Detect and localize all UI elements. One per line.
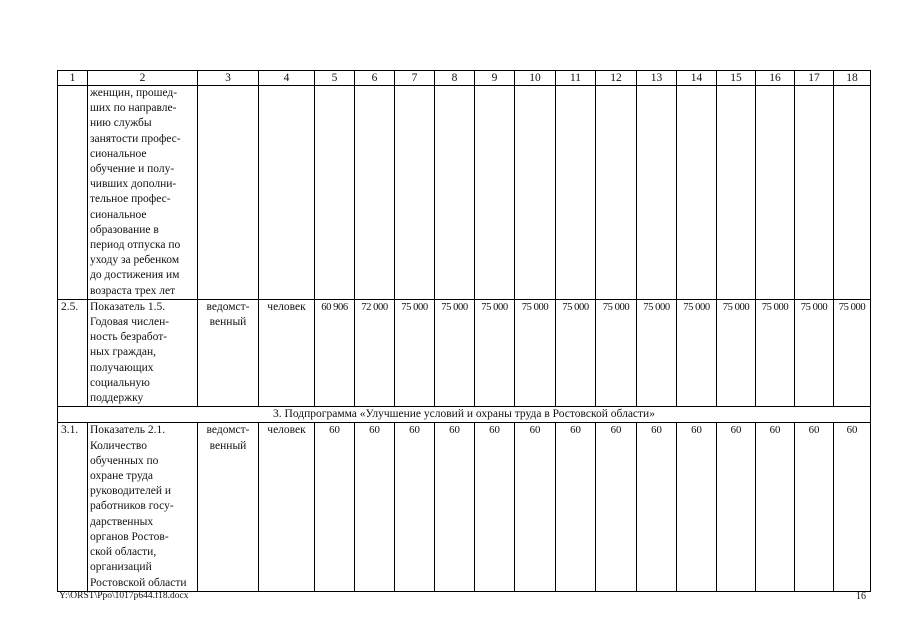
page-number: 16 bbox=[856, 591, 866, 602]
unit: человек bbox=[259, 299, 315, 406]
value-cell: 60 bbox=[355, 423, 395, 591]
empty-cell bbox=[395, 86, 435, 300]
value-cell: 75 000 bbox=[717, 299, 756, 406]
empty-cell bbox=[637, 86, 677, 300]
empty-cell bbox=[677, 86, 717, 300]
column-number: 15 bbox=[717, 71, 756, 86]
column-number: 2 bbox=[88, 71, 198, 86]
table-row bbox=[58, 423, 871, 591]
value-cell: 60 bbox=[717, 423, 756, 591]
empty-cell bbox=[198, 86, 259, 300]
value-cell: 75 000 bbox=[756, 299, 795, 406]
row-number-cell bbox=[58, 86, 88, 300]
empty-cell bbox=[355, 86, 395, 300]
value-cell: 60 bbox=[395, 423, 435, 591]
column-number: 17 bbox=[795, 71, 834, 86]
value-cell: 75 000 bbox=[677, 299, 717, 406]
empty-cell bbox=[556, 86, 596, 300]
column-number: 14 bbox=[677, 71, 717, 86]
column-number: 1 bbox=[58, 71, 88, 86]
column-number: 11 bbox=[556, 71, 596, 86]
value-cell: 60 bbox=[795, 423, 834, 591]
column-number: 4 bbox=[259, 71, 315, 86]
value-cell: 75 000 bbox=[515, 299, 556, 406]
empty-cell bbox=[435, 86, 475, 300]
file-path: Y:\ORST\Ppo\1017p644.f18.docx bbox=[59, 591, 189, 601]
value-cell: 60 bbox=[315, 423, 355, 591]
empty-cell bbox=[756, 86, 795, 300]
column-number-row bbox=[58, 71, 871, 86]
column-number: 10 bbox=[515, 71, 556, 86]
value-cell: 75 000 bbox=[556, 299, 596, 406]
value-cell: 75 000 bbox=[596, 299, 637, 406]
source: ведомст- венный bbox=[206, 424, 250, 452]
row-number: 2.5. bbox=[58, 299, 88, 406]
indicators-table bbox=[57, 70, 871, 592]
row-number: 3.1. bbox=[58, 423, 88, 591]
column-number: 8 bbox=[435, 71, 475, 86]
value-cell: 60 bbox=[515, 423, 556, 591]
column-number: 16 bbox=[756, 71, 795, 86]
source-cell bbox=[198, 299, 259, 406]
indicator-name: женщин, прошед- ших по направле- нию службы занятости профес- сиональное обучение и полу- чивших дополни- тельное профес- сиональное образование в период отпуска по уходу за ребенком до достижения им возраста трех лет bbox=[90, 87, 181, 297]
column-number: 7 bbox=[395, 71, 435, 86]
value-cell: 75 000 bbox=[834, 299, 871, 406]
empty-cell bbox=[795, 86, 834, 300]
value-cell: 75 000 bbox=[795, 299, 834, 406]
empty-cell bbox=[596, 86, 637, 300]
indicator-name-cell bbox=[88, 423, 198, 591]
empty-cell bbox=[717, 86, 756, 300]
value-cell: 60 bbox=[834, 423, 871, 591]
value-cell: 60 bbox=[556, 423, 596, 591]
value-cell: 60 bbox=[756, 423, 795, 591]
value-cell: 60 bbox=[677, 423, 717, 591]
value-cell: 60 bbox=[637, 423, 677, 591]
section-row bbox=[58, 407, 871, 423]
value-cell: 60 bbox=[475, 423, 515, 591]
value-cell: 75 000 bbox=[475, 299, 515, 406]
value-cell: 72 000 bbox=[355, 299, 395, 406]
value-cell: 75 000 bbox=[435, 299, 475, 406]
column-number: 5 bbox=[315, 71, 355, 86]
indicator-name: Показатель 2.1. Количество обученных по охране труда руководителей и работников госу- дарственных органов Ростов- ской области, организаций Ростовской области bbox=[90, 424, 187, 589]
indicator-name: Показатель 1.5. Годовая числен- ность безработ- ных граждан, получающих социальную поддержку bbox=[90, 300, 170, 405]
empty-cell bbox=[315, 86, 355, 300]
section-title: 3. Подпрограмма «Улучшение условий и охраны труда в Ростовской области» bbox=[58, 407, 871, 423]
continuation-row bbox=[58, 86, 871, 300]
column-number: 12 bbox=[596, 71, 637, 86]
table-row bbox=[58, 299, 871, 406]
column-number: 3 bbox=[198, 71, 259, 86]
empty-cell bbox=[834, 86, 871, 300]
value-cell: 60 bbox=[596, 423, 637, 591]
value-cell: 60 bbox=[435, 423, 475, 591]
column-number: 6 bbox=[355, 71, 395, 86]
source: ведомст- венный bbox=[206, 300, 250, 329]
source-cell bbox=[198, 423, 259, 591]
column-number: 18 bbox=[834, 71, 871, 86]
column-number: 9 bbox=[475, 71, 515, 86]
indicator-name-cell bbox=[88, 299, 198, 406]
indicator-name-cell bbox=[88, 86, 198, 300]
value-cell: 75 000 bbox=[637, 299, 677, 406]
empty-cell bbox=[259, 86, 315, 300]
empty-cell bbox=[515, 86, 556, 300]
column-number: 13 bbox=[637, 71, 677, 86]
unit: человек bbox=[259, 423, 315, 591]
value-cell: 60 906 bbox=[315, 299, 355, 406]
empty-cell bbox=[475, 86, 515, 300]
value-cell: 75 000 bbox=[395, 299, 435, 406]
